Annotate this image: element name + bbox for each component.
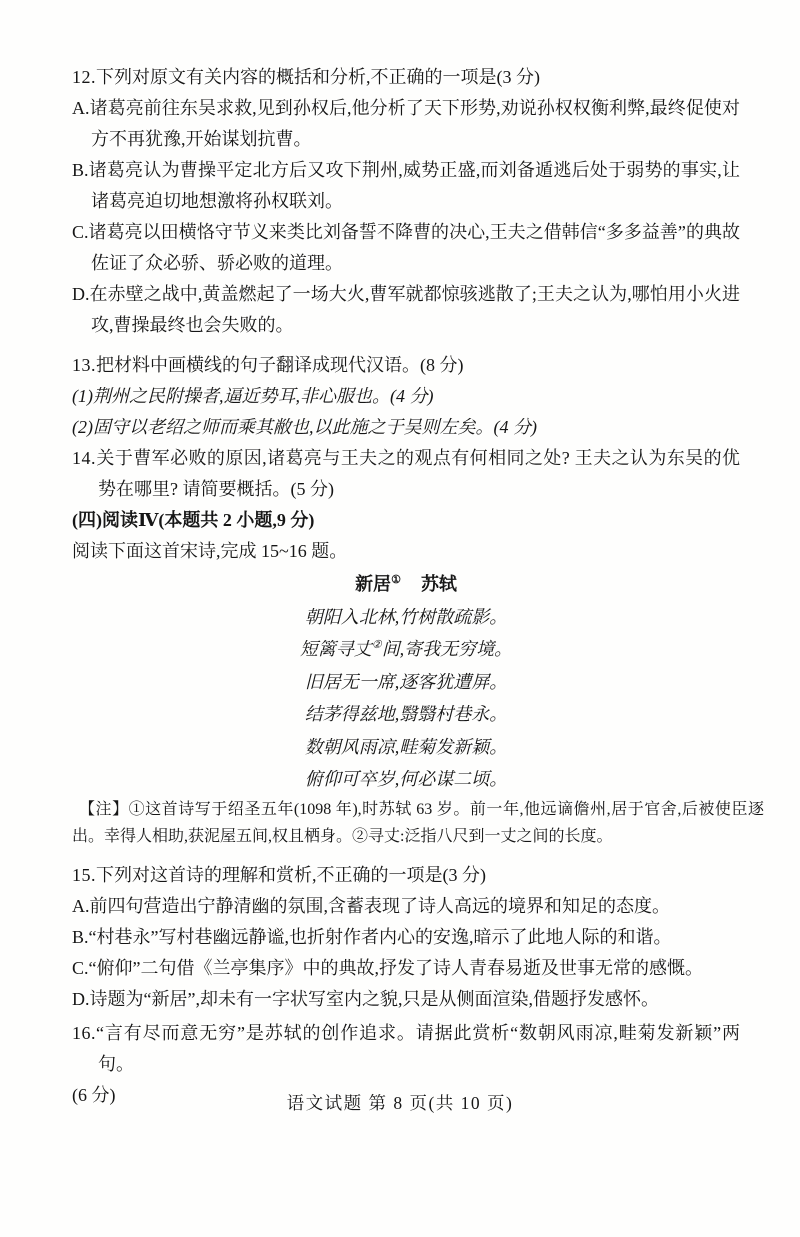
question-12-option-a xyxy=(72,93,740,155)
question-12-option-d xyxy=(72,279,740,341)
option-text: 诸葛亮前往东吴求救,见到孙权后,他分析了天下形势,劝说孙权权衡利弊,最终促使对方不再犹豫,开始谋划抗曹。 xyxy=(89,98,740,149)
option-text: “村巷永”写村巷幽远静谧,也折射作者内心的安逸,暗示了此地人际的和谐。 xyxy=(88,926,672,947)
question-15-stem xyxy=(72,860,740,891)
question-stem-text: 把材料中画横线的句子翻译成现代汉语。(8 分) xyxy=(96,355,464,375)
option-label: D. xyxy=(72,284,90,304)
poem-line: 俯仰可卒岁,何必谋二顷。 xyxy=(304,769,508,789)
option-label: C. xyxy=(72,222,89,242)
question-12-option-c xyxy=(72,217,740,279)
poem-title-note-marker: ① xyxy=(391,574,401,586)
option-text: 在赤壁之战中,黄盖燃起了一场大火,曹军就都惊骇逃散了;王夫之认为,哪怕用小火进攻,曹操最终也会失败的。 xyxy=(89,284,740,335)
option-label: C. xyxy=(72,957,89,978)
question-number: 13. xyxy=(72,355,96,375)
question-12-stem xyxy=(72,62,740,93)
question-15-option-b xyxy=(72,922,740,953)
poem-note xyxy=(72,796,764,851)
part-score: (4 分) xyxy=(493,417,537,437)
option-text: 前四句营造出宁静清幽的氛围,含蓄表现了诗人高远的境界和知足的态度。 xyxy=(89,895,670,916)
question-13-part-1 xyxy=(72,381,740,412)
question-number: 14. xyxy=(72,448,96,468)
option-label: D. xyxy=(72,988,90,1009)
poem-line: 旧居无一席,逐客犹遭屏。 xyxy=(304,671,508,692)
question-13-part-2 xyxy=(72,412,740,443)
poem-line: 结茅得兹地,翳翳村巷永。 xyxy=(304,704,508,724)
page-footer: 语文试题 第 8 页(共 10 页) xyxy=(286,1093,514,1113)
question-14-stem xyxy=(72,443,740,505)
question-13 xyxy=(72,350,740,443)
poem-line: 朝阳入北林,竹树散疏影。 xyxy=(304,606,508,627)
poem-author: 苏轼 xyxy=(420,574,457,594)
poem-line xyxy=(72,633,740,666)
poem-line-text: 短篱寻丈 xyxy=(299,639,372,659)
option-text: 诗题为“新居”,却未有一字状写室内之貌,只是从侧面渲染,借题抒发感怀。 xyxy=(89,988,659,1009)
option-text: 诸葛亮以田横恪守节义来类比刘备誓不降曹的决心,王夫之借韩信“多多益善”的典故佐证了众必骄、骄必败的道理。 xyxy=(88,222,740,273)
poem-line-text: 间,寄我无穷境。 xyxy=(381,639,513,659)
question-15-option-c xyxy=(72,953,740,984)
question-stem-text: “言有尽而意无穷”是苏轼的创作追求。请据此赏析“数朝风雨凉,畦菊发新颖”两句。 xyxy=(96,1022,740,1074)
question-15 xyxy=(72,860,740,1015)
option-text: “俯仰”二句借《兰亭集序》中的典故,抒发了诗人青春易逝及世事无常的感慨。 xyxy=(88,957,703,978)
note-paragraph xyxy=(72,796,764,851)
question-14 xyxy=(72,443,740,505)
option-text: 诸葛亮认为曹操平定北方后又攻下荆州,威势正盛,而刘备遁逃后处于弱势的事实,让诸葛亮迫切地想激将孙权联刘。 xyxy=(88,160,740,211)
question-13-stem xyxy=(72,350,740,381)
classical-sentence: 荆州之民附操者,逼近势耳,非心服也。 xyxy=(93,386,390,406)
option-label: A. xyxy=(72,895,90,916)
note-label: 【注】 xyxy=(79,800,129,818)
question-16-stem xyxy=(72,1018,740,1080)
note-text: ①这首诗写于绍圣五年(1098 年),时苏轼 63 岁。前一年,他远谪儋州,居于官舍,后被使臣逐出。幸得人相助,获泥屋五间,权且栖身。②寻丈:泛指八尺到一丈之间的长度。 xyxy=(72,800,764,845)
exam-content xyxy=(72,62,764,1111)
option-label: B. xyxy=(72,926,89,947)
question-number: 16. xyxy=(72,1022,96,1043)
classical-sentence: 固守以老绍之师而乘其敝也,以此施之于吴则左矣。 xyxy=(93,417,494,437)
poem-block xyxy=(72,568,740,796)
section-intro: 阅读下面这首宋诗,完成 15~16 题。 xyxy=(72,541,348,561)
option-label: B. xyxy=(72,160,89,180)
question-15-option-d xyxy=(72,984,740,1015)
question-number: 12. xyxy=(72,67,96,87)
question-number: 15. xyxy=(72,864,96,885)
poem-title: 新居 xyxy=(355,574,392,594)
question-stem-text: 下列对原文有关内容的概括和分析,不正确的一项是(3 分) xyxy=(96,67,540,87)
part-label: (1) xyxy=(72,386,93,406)
question-16-score: (6 分) xyxy=(72,1084,116,1105)
question-15-option-a xyxy=(72,891,740,922)
reading-section-4 xyxy=(72,505,740,567)
part-score: (4 分) xyxy=(390,386,434,406)
question-12-option-b xyxy=(72,155,740,217)
part-label: (2) xyxy=(72,417,93,437)
poem-note-marker: ② xyxy=(371,639,382,651)
poem-line: 数朝风雨凉,畦菊发新颖。 xyxy=(304,736,508,757)
question-stem-text: 关于曹军必败的原因,诸葛亮与王夫之的观点有何相同之处? 王夫之认为东吴的优势在哪里? 请简要概括。(5 分) xyxy=(96,448,740,499)
question-stem-text: 下列对这首诗的理解和赏析,不正确的一项是(3 分) xyxy=(96,864,486,885)
section-heading: (四)阅读Ⅳ(本题共 2 小题,9 分) xyxy=(72,510,315,530)
poem-title-line xyxy=(72,568,740,601)
question-12 xyxy=(72,62,740,341)
option-label: A. xyxy=(72,98,90,118)
